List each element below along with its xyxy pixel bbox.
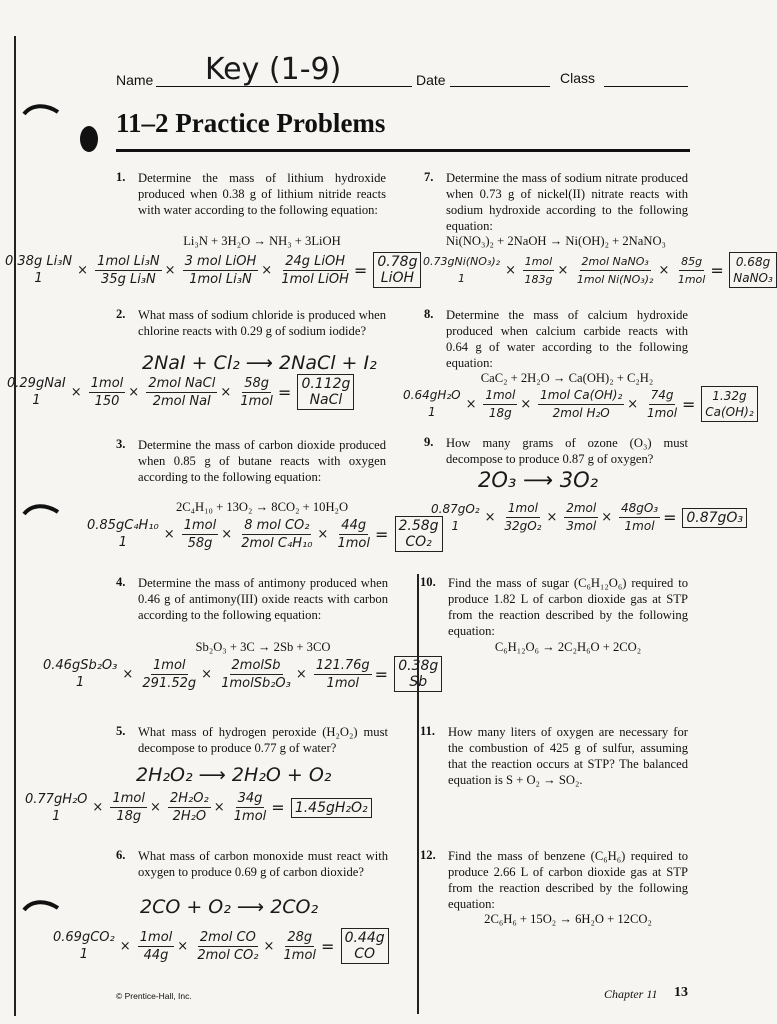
problem-2-answer: 0.112g NaCl <box>297 374 354 410</box>
problem-10-equation: C₆H₁₂O₆ → 2C₂H₆O + 2CO₂ <box>494 640 642 654</box>
problem-9-hand-equation: 2O₃ ⟶ 3O₂ <box>478 468 599 492</box>
chapter-label: Chapter 11 <box>604 987 658 1001</box>
problem-1-number: 1. <box>116 170 126 184</box>
problem-1-answer: 0.78g LiOH <box>373 252 421 288</box>
problem-2-work: 0.29gNaI 1 × $\frac{\text{1mol}}{150}$ × $\frac{\text{2mol NaCl}}{\text{2mol NaI}}$ × $\frac{58g}{\text{1mol}}$ = 0.112g NaCl <box>4 374 354 410</box>
column-divider <box>417 574 419 1014</box>
page-title: 11–2 Practice Problems <box>116 108 386 138</box>
problem-7-answer: 0.68g NaNO₃ <box>729 252 777 288</box>
problem-6-text: What mass of carbon monoxide must react with oxygen to produce 0.69 g of carbon dioxide? <box>138 849 388 879</box>
problem-11-text: How many liters of oxygen are necessary for the combustion of 425 g of sulfur, assuming that the reaction occurs at STP? The balanced equation is S + O₂ → SO₂. <box>448 725 688 787</box>
problem-12-text: Find the mass of benzene (C₆H₆) required to produce 2.66 L of carbon dioxide gas at STP from the reaction described by the following equation: <box>448 849 688 911</box>
left-margin-line <box>14 36 16 1016</box>
problem-3-work: 0.85gC₄H₁₀ 1 × $\frac{\text{1mol}}{58g}$ × $\frac{\text{8 mol CO₂}}{\text{2mol C₄H₁₀}}$ × $\frac{44g}{\text{1mol}}$ = 2.58g CO₂ <box>84 516 443 552</box>
problem-8-equation: CaC₂ + 2H₂O → Ca(OH)₂ + C₂H₂ <box>480 371 654 385</box>
name-value: Key (1-9) <box>205 52 342 87</box>
problem-2-text: What mass of sodium chloride is produced when chlorine reacts with 0.29 g of sodium iodide? <box>138 308 386 338</box>
problem-3-number: 3. <box>116 437 126 451</box>
problem-1-text: Determine the mass of lithium hydroxide produced when 0.38 g of lithium nitride reacts with water according to the following equation: <box>138 171 386 217</box>
problem-8-text: Determine the mass of calcium hydroxide produced when calcium carbide reacts with 0.64 g of water according to the following equation: <box>446 308 688 370</box>
page-number: 13 <box>674 985 688 1000</box>
problem-4-number: 4. <box>116 575 126 589</box>
date-line <box>450 86 550 87</box>
problem-3-answer: 2.58g CO₂ <box>395 516 443 552</box>
problem-6-answer: 0.44g CO <box>341 928 389 964</box>
title-bullet <box>80 126 98 152</box>
problem-2-hand-equation: 2NaI + Cl₂ ⟶ 2NaCl + I₂ <box>142 352 377 374</box>
problem-9-number: 9. <box>424 435 434 449</box>
class-label: Class <box>560 70 596 86</box>
problem-4-text: Determine the mass of antimony produced when 0.46 g of antimony(III) oxide reacts with carbon according to the following equation: <box>138 576 388 622</box>
problem-4-answer: 0.38g Sb <box>394 656 442 692</box>
problem-5-work: 0.77gH₂O 1 × $\frac{\text{1mol}}{18g}$ × $\frac{\text{2H₂O₂}}{\text{2H₂O}}$ × $\frac{34g}{\text{1mol}}$ = 1.45gH₂O₂ <box>22 790 372 825</box>
problem-6-number: 6. <box>116 848 126 862</box>
problem-3-text: Determine the mass of carbon dioxide produced when 0.85 g of butane reacts with oxygen according to the following equation: <box>138 438 386 484</box>
problem-1-equation: Li₃N + 3H₂O → NH₃ + 3LiOH <box>183 234 341 248</box>
problem-11-number: 11. <box>420 724 436 738</box>
problem-7-work: 0.73gNi(NO₃)₂ 1 × $\frac{\text{1mol}}{183g}$ × $\frac{\text{2mol NaNO₃}}{\text{1mol Ni(NO₃)₂}}$ × $\frac{85g}{\text{1mol}}$ = 0.68g NaNO₃ <box>420 252 777 288</box>
problem-6-hand-equation: 2CO + O₂ ⟶ 2CO₂ <box>140 896 319 918</box>
problem-9-answer: 0.87gO₃ <box>682 508 747 528</box>
problem-8-answer: 1.32g Ca(OH)₂ <box>701 386 757 422</box>
problem-7-equation: Ni(NO₃)₂ + 2NaOH → Ni(OH)₂ + 2NaNO₃ <box>446 234 666 248</box>
binder-hole-mark <box>22 100 62 124</box>
problem-8-number: 8. <box>424 307 434 321</box>
problem-4-equation: Sb₂O₃ + 3C → 2Sb + 3CO <box>195 640 331 654</box>
problem-8-work: 0.64gH₂O 1 × $\frac{\text{1mol}}{18g}$ × $\frac{\text{1mol Ca(OH)₂}}{\text{2mol H₂O}}$ × $\frac{74g}{\text{1mol}}$ = 1.32g Ca(OH)₂ <box>400 386 758 422</box>
problem-2-number: 2. <box>116 307 126 321</box>
problem-5-answer: 1.45gH₂O₂ <box>291 798 372 818</box>
problem-5-number: 5. <box>116 724 126 738</box>
problem-3-equation: 2C₄H₁₀ + 13O₂ → 8CO₂ + 10H₂O <box>175 500 349 514</box>
title-rule <box>116 149 690 152</box>
date-label: Date <box>416 72 446 88</box>
problem-5-text: What mass of hydrogen peroxide (H₂O₂) must decompose to produce 0.77 g of water? <box>138 725 388 755</box>
problem-4-work: 0.46gSb₂O₃ 1 × $\frac{\text{1mol}}{291.52g}$ × $\frac{\text{2molSb}}{\text{1molSb₂O₃}}$ × $\frac{121.76g}{\text{1mol}}$ = 0.38g Sb <box>40 656 442 692</box>
problem-5-hand-equation: 2H₂O₂ ⟶ 2H₂O + O₂ <box>136 764 332 786</box>
name-label: Name <box>116 72 154 88</box>
problem-1-work: 0.38g Li₃N 1 × $\frac{\text{1mol Li₃N}}{\text{35g Li₃N}}$ × $\frac{\text{3 mol LiOH}}{\text{1mol Li₃N}}$ × $\frac{\text{24g LiOH}}{\text{1mol LiOH}}$ = 0.78g LiOH <box>2 252 421 288</box>
problem-7-text: Determine the mass of sodium nitrate produced when 0.73 g of nickel(II) nitrate reacts with sodium hydroxide according to the following equation: <box>446 171 688 233</box>
problem-7-number: 7. <box>424 170 434 184</box>
problem-9-text: How many grams of ozone (O₃) must decompose to produce 0.87 g of oxygen? <box>446 436 688 466</box>
binder-hole-mark <box>22 500 62 524</box>
problem-9-work: 0.87gO₂ 1 × $\frac{\text{1mol}}{\text{32gO₂}}$ × $\frac{\text{2mol}}{\text{3mol}}$ × $\frac{\text{48gO₃}}{\text{1mol}}$ = 0.87gO₃ <box>428 500 747 535</box>
copyright: © Prentice-Hall, Inc. <box>116 991 192 1001</box>
problem-12-number: 12. <box>420 848 436 862</box>
class-line <box>604 86 688 87</box>
problem-6-work: 0.69gCO₂ 1 × $\frac{\text{1mol}}{44g}$ × $\frac{\text{2mol CO}}{\text{2mol CO₂}}$ × $\frac{28g}{\text{1mol}}$ = 0.44g CO <box>50 928 389 964</box>
problem-12-equation: 2C₆H₆ + 15O₂ → 6H₂O + 12CO₂ <box>484 912 652 926</box>
binder-hole-mark <box>22 896 62 920</box>
problem-10-text: Find the mass of sugar (C₆H₁₂O₆) required to produce 1.82 L of carbon dioxide gas at STP from the reaction described by the following equation: <box>448 576 688 638</box>
problem-10-number: 10. <box>420 575 436 589</box>
